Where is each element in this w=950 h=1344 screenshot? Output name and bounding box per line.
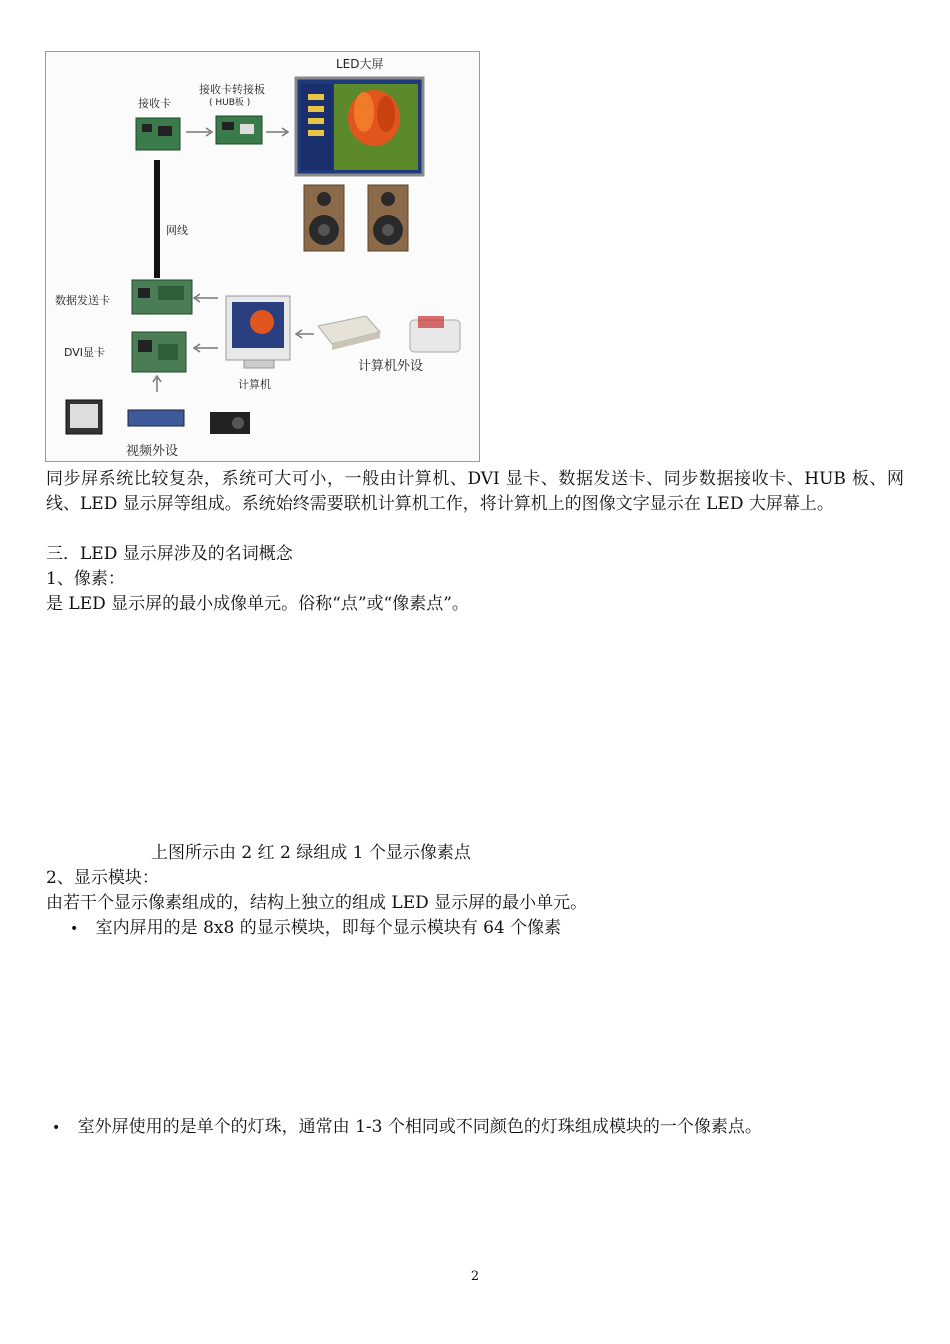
system-diagram-figure: [45, 51, 480, 462]
bullet-indoor: [70, 916, 561, 942]
sender-card-label: 数据发送卡: [55, 294, 110, 307]
led-screen-label: LED大屏: [336, 57, 384, 71]
bullet-symbol: •: [52, 1120, 61, 1136]
video-device: [128, 410, 184, 426]
network-cable-label: 网线: [166, 224, 188, 237]
adapter-board-sublabel: ( HUB板 ): [209, 98, 251, 108]
item-module-desc: 由若干个显示像素组成的，结构上独立的组成 LED 显示屏的最小单元。: [46, 893, 588, 913]
item-pixel-title: 1、像素：: [46, 569, 125, 589]
video-peripherals-label: 视频外设: [126, 444, 179, 459]
computer-label: 计算机: [238, 378, 271, 391]
receiver-card-label: 接收卡: [138, 97, 171, 110]
network-cable-line: [154, 160, 160, 278]
paragraph-sync-system: 同步屏系统比较复杂，系统可大可小，一般由计算机、DVI 显卡、数据发送卡、同步数据接收卡、HUB 板、网线、LED 显示屏等组成。系统始终需要联机计算机工作，将计算机上的图像文字显示在 LED 大屏幕上。: [46, 469, 904, 514]
bullet-symbol: •: [70, 921, 79, 937]
bullet-indoor-text: 室内屏用的是 8x8 的显示模块，即每个显示模块有 64 个像素: [95, 918, 562, 938]
section-heading-terms: 三．LED 显示屏涉及的名词概念: [46, 544, 293, 564]
adapter-board-label: 接收卡转接板: [199, 83, 265, 96]
dvi-card-label: DVI显卡: [64, 346, 106, 359]
pixel-figure-caption: 上图所示由 2 红 2 绿组成 1 个显示像素点: [151, 843, 471, 863]
page-number: 2: [470, 1269, 480, 1284]
item-module-title: 2、显示模块：: [46, 868, 159, 888]
system-diagram-graphics: [46, 52, 479, 461]
computer-peripherals-label: 计算机外设: [358, 359, 424, 374]
bullet-outdoor-text: 室外屏使用的是单个的灯珠，通常由 1-3 个相同或不同颜色的灯珠组成模块的一个像素点。: [77, 1117, 762, 1137]
item-pixel-desc: 是 LED 显示屏的最小成像单元。俗称“点”或“像素点”。: [46, 594, 469, 614]
bullet-outdoor: [52, 1115, 762, 1141]
